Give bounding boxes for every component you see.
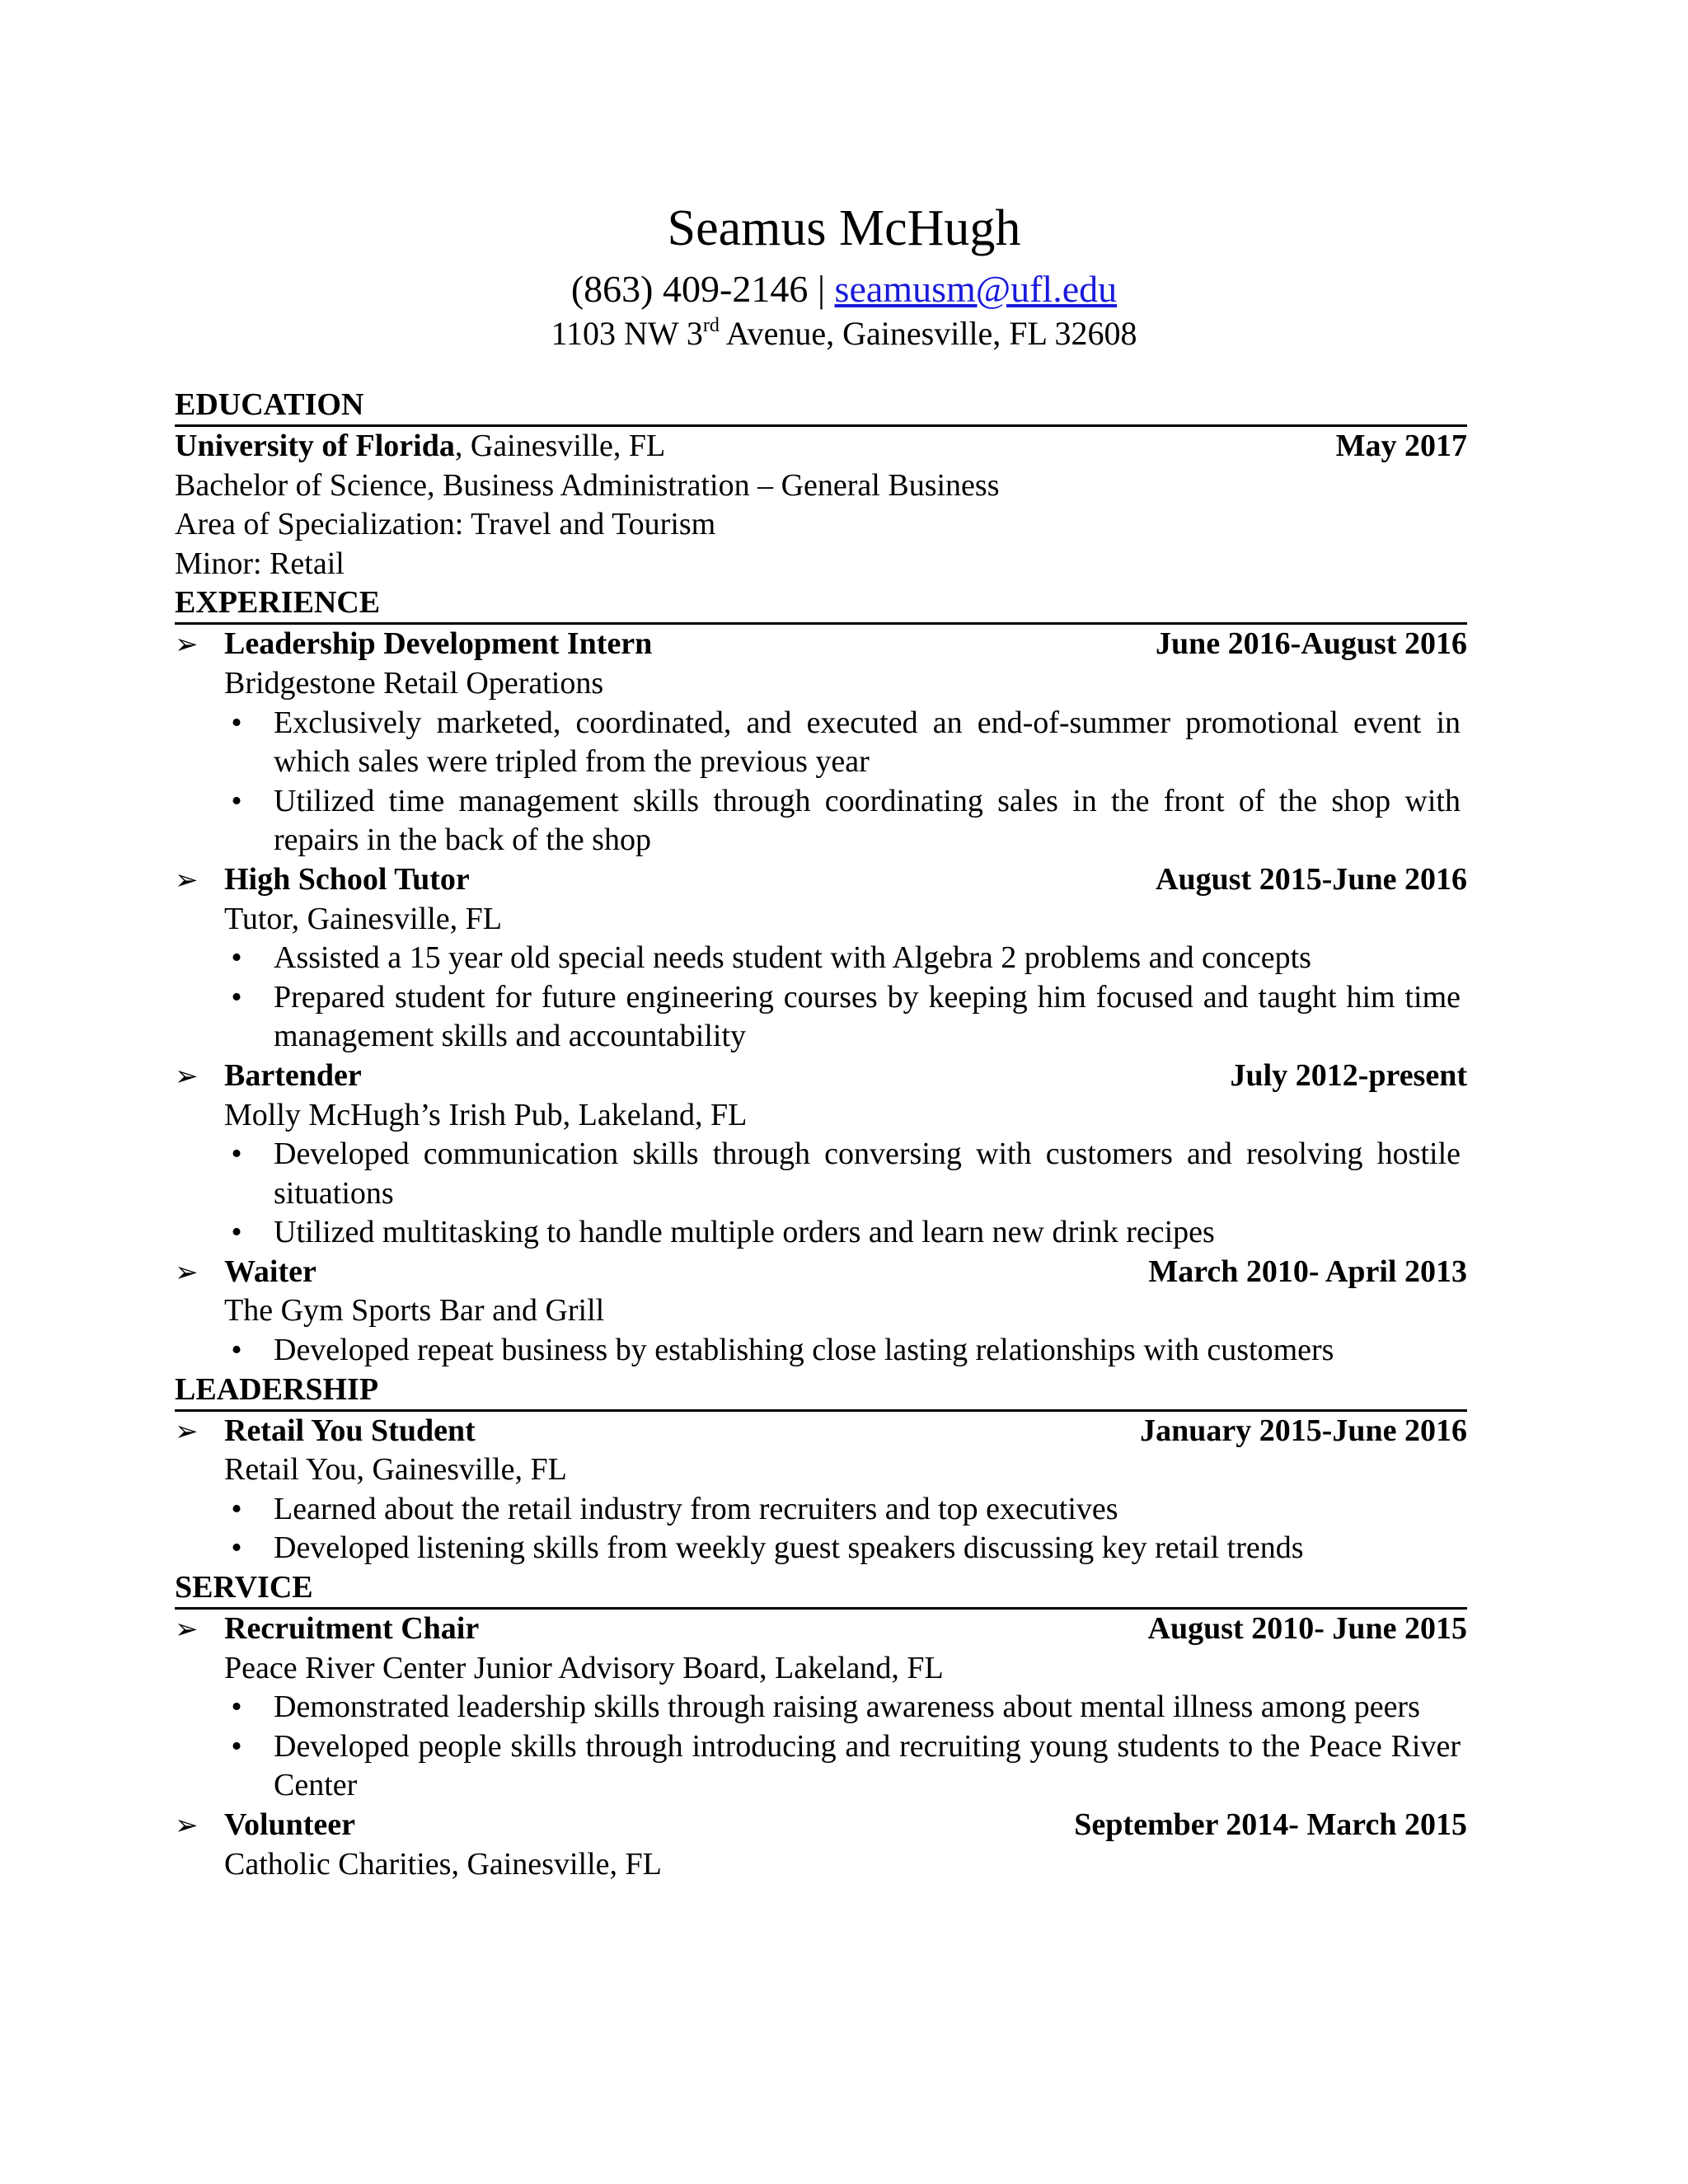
entry-organization: Retail You, Gainesville, FL bbox=[224, 1452, 567, 1488]
entry-header bbox=[175, 1806, 1467, 1845]
candidate-name: Seamus McHugh bbox=[667, 200, 1021, 256]
arrow-bullet-icon: ➢ bbox=[175, 630, 199, 661]
phone-number: (863) 409-2146 bbox=[570, 268, 809, 310]
bullet-text: Developed communication skills through conversing with customers and resolving hostile situations bbox=[274, 1137, 1461, 1211]
address-ordinal-suffix: rd bbox=[702, 315, 720, 336]
entry-organization: Molly McHugh’s Irish Pub, Lakeland, FL bbox=[224, 1097, 748, 1132]
bullet-item bbox=[231, 1331, 1467, 1371]
service-entry bbox=[175, 1806, 1467, 1884]
school-location: , Gainesville, FL bbox=[454, 429, 666, 463]
leadership-entry bbox=[175, 1412, 1467, 1568]
bullet-icon: • bbox=[231, 1333, 242, 1368]
email-link[interactable]: seamusm@ufl.edu bbox=[834, 268, 1118, 310]
section-heading-experience: EXPERIENCE bbox=[175, 583, 1467, 625]
bullet-icon: • bbox=[231, 1215, 242, 1250]
experience-entry bbox=[175, 860, 1467, 1057]
education-school-line bbox=[175, 427, 665, 466]
address-street: 1103 NW 3 bbox=[551, 315, 703, 352]
bullet-item bbox=[231, 939, 1467, 978]
entry-organization: Peace River Center Junior Advisory Board, Lakeland, FL bbox=[224, 1650, 944, 1685]
bullet-icon: • bbox=[231, 783, 242, 818]
entry-bullet-list bbox=[175, 1490, 1467, 1568]
entry-organization: Tutor, Gainesville, FL bbox=[224, 901, 502, 936]
bullet-item bbox=[231, 978, 1467, 1057]
entry-header bbox=[175, 1057, 1467, 1096]
contact-separator: | bbox=[817, 268, 826, 310]
graduation-date: May 2017 bbox=[1335, 429, 1467, 463]
bullet-text: Learned about the retail industry from recruiters and top executives bbox=[274, 1491, 1118, 1526]
entry-title: Retail You Student bbox=[224, 1413, 476, 1448]
bullet-icon: • bbox=[231, 1530, 242, 1566]
bullet-item bbox=[231, 1490, 1467, 1530]
bullet-icon: • bbox=[231, 1690, 242, 1725]
education-school-row bbox=[175, 427, 1467, 466]
section-heading-education: EDUCATION bbox=[175, 386, 1467, 427]
bullet-text: Developed people skills through introducing and recruiting young students to the Peace River Center bbox=[274, 1728, 1461, 1803]
address-city: Avenue, Gainesville, FL 32608 bbox=[719, 315, 1137, 352]
contact-line bbox=[0, 262, 1688, 316]
entry-title: High School Tutor bbox=[224, 861, 470, 897]
bullet-text: Exclusively marketed, coordinated, and executed an end-of-summer promotional event in which sales were tripled from the previous year bbox=[274, 705, 1461, 780]
bullet-item bbox=[231, 1213, 1467, 1253]
entry-date: January 2015-June 2016 bbox=[1140, 1413, 1467, 1448]
experience-entry bbox=[175, 625, 1467, 860]
entry-title: Bartender bbox=[224, 1057, 362, 1093]
entry-bullet-list bbox=[175, 1135, 1467, 1253]
entry-organization: Bridgestone Retail Operations bbox=[224, 665, 604, 701]
minor: Minor: Retail bbox=[175, 546, 345, 581]
experience-entry bbox=[175, 1253, 1467, 1371]
arrow-bullet-icon: ➢ bbox=[175, 1061, 199, 1092]
entry-date: June 2016-August 2016 bbox=[1156, 626, 1467, 662]
arrow-bullet-icon: ➢ bbox=[175, 1257, 199, 1288]
bullet-icon: • bbox=[231, 940, 242, 976]
entry-header bbox=[175, 1253, 1467, 1292]
service-entry bbox=[175, 1610, 1467, 1806]
section-heading-service: SERVICE bbox=[175, 1568, 1467, 1610]
entry-organization: Catholic Charities, Gainesville, FL bbox=[224, 1846, 662, 1882]
entry-title: Recruitment Chair bbox=[224, 1611, 480, 1647]
bullet-text: Developed repeat business by establishing close lasting relationships with customers bbox=[274, 1333, 1334, 1368]
bullet-text: Utilized time management skills through coordinating sales in the front of the shop with repairs in the back of the shop bbox=[274, 783, 1461, 858]
degree: Bachelor of Science, Business Administration – General Business bbox=[175, 467, 1000, 503]
bullet-icon: • bbox=[231, 979, 242, 1015]
bullet-text: Prepared student for future engineering courses by keeping him focused and taught him time management skills and accountability bbox=[274, 979, 1461, 1054]
bullet-icon: • bbox=[231, 705, 242, 740]
entry-header bbox=[175, 625, 1467, 664]
bullet-icon: • bbox=[231, 1491, 242, 1526]
bullet-text: Utilized multitasking to handle multiple orders and learn new drink recipes bbox=[274, 1215, 1215, 1250]
bullet-icon: • bbox=[231, 1728, 242, 1764]
entry-bullet-list bbox=[175, 1688, 1467, 1806]
entry-bullet-list bbox=[175, 939, 1467, 1057]
school-name: University of Florida bbox=[175, 429, 455, 463]
bullet-item bbox=[231, 704, 1467, 782]
arrow-bullet-icon: ➢ bbox=[175, 865, 199, 896]
bullet-item bbox=[231, 1529, 1467, 1568]
arrow-bullet-icon: ➢ bbox=[175, 1416, 199, 1447]
entry-date: August 2010- June 2015 bbox=[1147, 1611, 1467, 1647]
entry-date: July 2012-present bbox=[1230, 1057, 1467, 1093]
entry-date: August 2015-June 2016 bbox=[1156, 861, 1467, 897]
experience-entry bbox=[175, 1057, 1467, 1253]
bullet-text: Developed listening skills from weekly guest speakers discussing key retail trends bbox=[274, 1530, 1304, 1566]
entry-header bbox=[175, 860, 1467, 900]
bullet-item bbox=[231, 1688, 1467, 1727]
specialization: Area of Specialization: Travel and Tourism bbox=[175, 507, 716, 542]
arrow-bullet-icon: ➢ bbox=[175, 1811, 199, 1841]
entry-date: September 2014- March 2015 bbox=[1074, 1807, 1467, 1842]
entry-title: Volunteer bbox=[224, 1807, 356, 1842]
entry-title: Waiter bbox=[224, 1254, 316, 1289]
bullet-icon: • bbox=[231, 1137, 242, 1172]
section-heading-leadership: LEADERSHIP bbox=[175, 1371, 1467, 1412]
entry-header bbox=[175, 1412, 1467, 1451]
address-line bbox=[0, 310, 1688, 358]
entry-title: Leadership Development Intern bbox=[224, 626, 653, 662]
entry-bullet-list bbox=[175, 704, 1467, 860]
bullet-item bbox=[231, 782, 1467, 860]
resume-body bbox=[175, 386, 1467, 1884]
bullet-text: Assisted a 15 year old special needs student with Algebra 2 problems and concepts bbox=[274, 940, 1311, 976]
entry-date: March 2010- April 2013 bbox=[1148, 1254, 1467, 1289]
bullet-item bbox=[231, 1135, 1467, 1213]
entry-organization: The Gym Sports Bar and Grill bbox=[224, 1293, 605, 1329]
bullet-text: Demonstrated leadership skills through raising awareness about mental illness among peers bbox=[274, 1690, 1420, 1725]
arrow-bullet-icon: ➢ bbox=[175, 1615, 199, 1646]
entry-header bbox=[175, 1610, 1467, 1649]
entry-bullet-list bbox=[175, 1331, 1467, 1371]
bullet-item bbox=[231, 1727, 1467, 1806]
